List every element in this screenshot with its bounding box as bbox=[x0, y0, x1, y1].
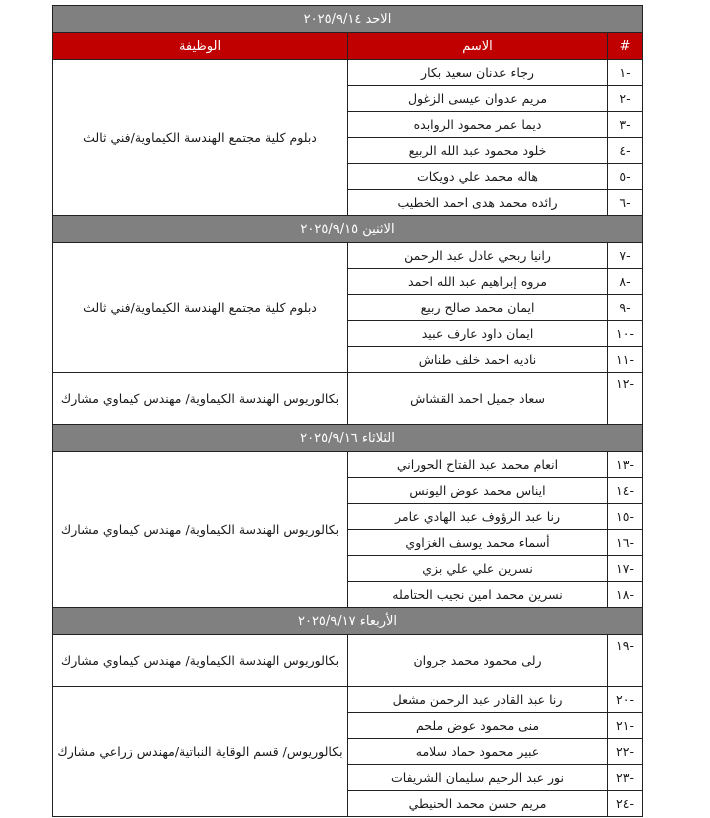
row-number: -٢٣ bbox=[608, 765, 643, 791]
person-name: ايمان محمد صالح ربيع bbox=[348, 295, 608, 321]
row-number: -١٣ bbox=[608, 452, 643, 478]
person-name: رلى محمود محمد جروان bbox=[348, 635, 608, 687]
job-title: دبلوم كلية مجتمع الهندسة الكيماوية/فني ثالث bbox=[53, 60, 348, 216]
row-number: -١٠ bbox=[608, 321, 643, 347]
person-name: مريم عدوان عيسى الزغول bbox=[348, 86, 608, 112]
table-row bbox=[53, 452, 643, 478]
person-name: مريم حسن محمد الحنيطي bbox=[348, 791, 608, 817]
row-number: -١٤ bbox=[608, 478, 643, 504]
row-number: -١ bbox=[608, 60, 643, 86]
person-name: منى محمود عوض ملحم bbox=[348, 713, 608, 739]
row-number: -٢٠ bbox=[608, 687, 643, 713]
table-row bbox=[53, 243, 643, 269]
person-name: ايمان داود عارف عبيد bbox=[348, 321, 608, 347]
person-name: هاله محمد علي دويكات bbox=[348, 164, 608, 190]
person-name: عبير محمود حماد سلامه bbox=[348, 739, 608, 765]
day-header-row bbox=[53, 6, 643, 33]
row-number: -١٨ bbox=[608, 582, 643, 608]
row-number: -١١ bbox=[608, 347, 643, 373]
column-header-job: الوظيفة bbox=[53, 33, 348, 60]
job-title: بكالوريوس الهندسة الكيماوية/ مهندس كيماوي مشارك bbox=[53, 452, 348, 608]
row-number: -٧ bbox=[608, 243, 643, 269]
row-number: -٤ bbox=[608, 138, 643, 164]
row-number: -٩ bbox=[608, 295, 643, 321]
column-header-row bbox=[53, 33, 643, 60]
table-row bbox=[53, 687, 643, 713]
row-number: -٢٢ bbox=[608, 739, 643, 765]
person-name: مروه إبراهيم عبد الله احمد bbox=[348, 269, 608, 295]
job-title: دبلوم كلية مجتمع الهندسة الكيماوية/فني ثالث bbox=[53, 243, 348, 373]
row-number: -١٩ bbox=[608, 635, 643, 687]
job-title: بكالوريوس الهندسة الكيماوية/ مهندس كيماوي مشارك bbox=[53, 635, 348, 687]
day-title: الأربعاء ٢٠٢٥/٩/١٧ bbox=[53, 608, 643, 635]
person-name: ناديه احمد خلف طناش bbox=[348, 347, 608, 373]
table-row bbox=[53, 373, 643, 425]
day-header-row bbox=[53, 425, 643, 452]
column-header-name: الاسم bbox=[348, 33, 608, 60]
row-number: -٣ bbox=[608, 112, 643, 138]
person-name: سعاد جميل احمد القشاش bbox=[348, 373, 608, 425]
person-name: أسماء محمد يوسف الغزاوي bbox=[348, 530, 608, 556]
row-number: -٢٤ bbox=[608, 791, 643, 817]
person-name: رانيا ربحي عادل عبد الرحمن bbox=[348, 243, 608, 269]
row-number: -٦ bbox=[608, 190, 643, 216]
row-number: -٨ bbox=[608, 269, 643, 295]
day-title: الثلاثاء ٢٠٢٥/٩/١٦ bbox=[53, 425, 643, 452]
column-header-number: # bbox=[608, 33, 643, 60]
row-number: -٥ bbox=[608, 164, 643, 190]
row-number: -٢ bbox=[608, 86, 643, 112]
person-name: انعام محمد عبد الفتاح الحوراني bbox=[348, 452, 608, 478]
person-name: نسرين علي علي بزي bbox=[348, 556, 608, 582]
person-name: نور عبد الرحيم سليمان الشريفات bbox=[348, 765, 608, 791]
person-name: رجاء عدنان سعيد بكار bbox=[348, 60, 608, 86]
row-number: -١٥ bbox=[608, 504, 643, 530]
job-title: بكالوريوس/ قسم الوقاية النباتية/مهندس زراعي مشارك bbox=[53, 687, 348, 817]
person-name: رنا عبد الرؤوف عبد الهادي عامر bbox=[348, 504, 608, 530]
day-title: الاثنين ٢٠٢٥/٩/١٥ bbox=[53, 216, 643, 243]
person-name: ديما عمر محمود الروابده bbox=[348, 112, 608, 138]
row-number: -١٢ bbox=[608, 373, 643, 425]
person-name: خلود محمود عبد الله الربيع bbox=[348, 138, 608, 164]
person-name: رنا عبد القادر عبد الرحمن مشعل bbox=[348, 687, 608, 713]
table-row bbox=[53, 60, 643, 86]
day-title: الاحد ٢٠٢٥/٩/١٤ bbox=[53, 6, 643, 33]
row-number: -١٦ bbox=[608, 530, 643, 556]
row-number: -١٧ bbox=[608, 556, 643, 582]
table-row bbox=[53, 635, 643, 687]
day-header-row bbox=[53, 608, 643, 635]
row-number: -٢١ bbox=[608, 713, 643, 739]
person-name: ايناس محمد عوض اليونس bbox=[348, 478, 608, 504]
person-name: رائده محمد هدى احمد الخطيب bbox=[348, 190, 608, 216]
job-title: بكالوريوس الهندسة الكيماوية/ مهندس كيماوي مشارك bbox=[53, 373, 348, 425]
schedule-table bbox=[52, 5, 643, 817]
person-name: نسرين محمد امين نجيب الحتامله bbox=[348, 582, 608, 608]
day-header-row bbox=[53, 216, 643, 243]
